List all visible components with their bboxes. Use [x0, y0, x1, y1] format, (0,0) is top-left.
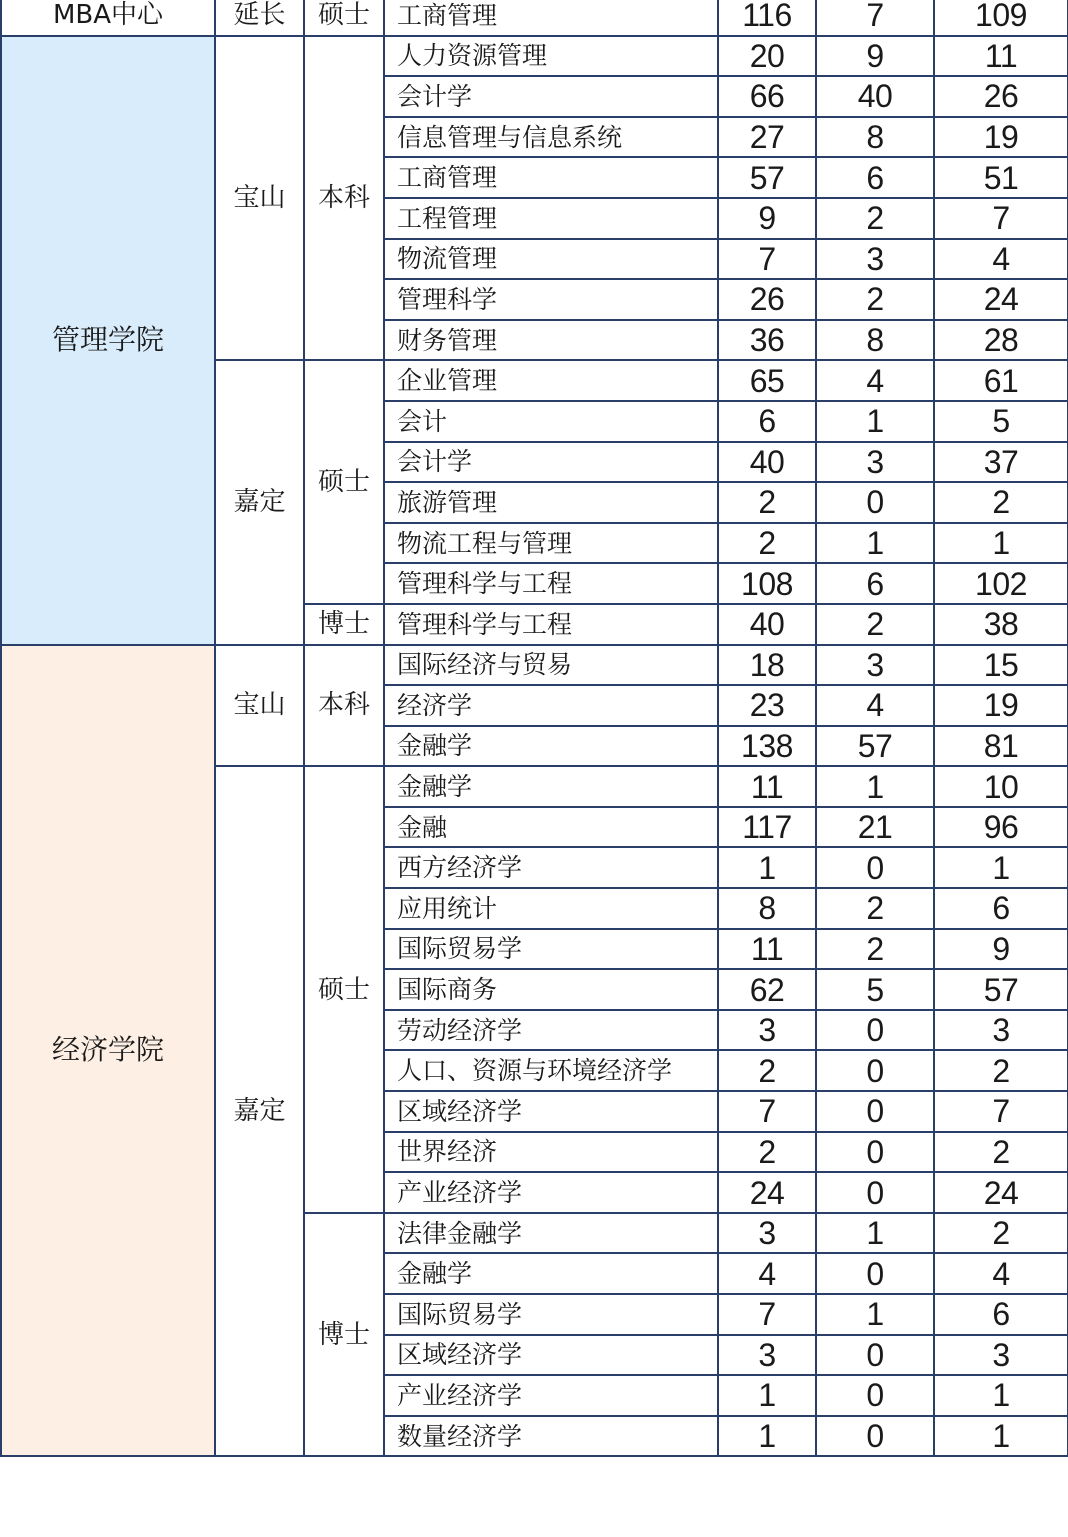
count-third-cell: 10 [934, 766, 1068, 807]
major-cell: 区域经济学 [384, 1335, 718, 1376]
major-cell: 工程管理 [384, 198, 718, 239]
count-total-cell: 20 [718, 36, 816, 77]
count-third-cell: 26 [934, 76, 1068, 117]
count-third-cell: 1 [934, 1375, 1068, 1416]
count-third-cell: 3 [934, 1335, 1068, 1376]
count-third-cell: 4 [934, 1253, 1068, 1294]
count-total-cell: 2 [718, 1050, 816, 1091]
count-total-cell: 6 [718, 401, 816, 442]
count-third-cell: 102 [934, 563, 1068, 604]
count-total-cell: 3 [718, 1335, 816, 1376]
count-total-cell: 116 [718, 0, 816, 36]
count-second-cell: 0 [816, 1010, 934, 1051]
count-third-cell: 1 [934, 847, 1068, 888]
count-total-cell: 57 [718, 157, 816, 198]
count-total-cell: 1 [718, 1416, 816, 1457]
count-total-cell: 7 [718, 1091, 816, 1132]
count-second-cell: 4 [816, 685, 934, 726]
count-second-cell: 1 [816, 1213, 934, 1254]
count-second-cell: 3 [816, 239, 934, 280]
college-cell-economics: 经济学院 [1, 645, 215, 1457]
count-third-cell: 2 [934, 1050, 1068, 1091]
degree-cell: 硕士 [304, 0, 384, 36]
major-cell: 金融学 [384, 1253, 718, 1294]
major-cell: 国际经济与贸易 [384, 645, 718, 686]
count-second-cell: 2 [816, 888, 934, 929]
count-second-cell: 2 [816, 279, 934, 320]
major-cell: 金融 [384, 807, 718, 848]
major-cell: 人力资源管理 [384, 36, 718, 77]
count-second-cell: 0 [816, 1416, 934, 1457]
major-cell: 数量经济学 [384, 1416, 718, 1457]
table-row [1, 645, 1068, 686]
count-total-cell: 108 [718, 563, 816, 604]
count-total-cell: 1 [718, 847, 816, 888]
campus-cell: 嘉定 [215, 766, 304, 1456]
count-total-cell: 3 [718, 1213, 816, 1254]
count-total-cell: 2 [718, 482, 816, 523]
count-third-cell: 24 [934, 1172, 1068, 1213]
count-third-cell: 15 [934, 645, 1068, 686]
count-third-cell: 51 [934, 157, 1068, 198]
major-cell: 会计学 [384, 76, 718, 117]
count-second-cell: 1 [816, 766, 934, 807]
degree-cell: 硕士 [304, 766, 384, 1213]
count-second-cell: 21 [816, 807, 934, 848]
college-cell-mba: MBA中心 [1, 0, 215, 36]
count-second-cell: 8 [816, 320, 934, 361]
major-cell: 旅游管理 [384, 482, 718, 523]
major-cell: 应用统计 [384, 888, 718, 929]
count-total-cell: 40 [718, 604, 816, 645]
major-cell: 人口、资源与环境经济学 [384, 1050, 718, 1091]
count-second-cell: 7 [816, 0, 934, 36]
degree-cell: 硕士 [304, 360, 384, 604]
count-third-cell: 1 [934, 1416, 1068, 1457]
major-cell: 西方经济学 [384, 847, 718, 888]
count-third-cell: 5 [934, 401, 1068, 442]
count-second-cell: 0 [816, 847, 934, 888]
major-cell: 经济学 [384, 685, 718, 726]
count-total-cell: 9 [718, 198, 816, 239]
campus-cell: 延长 [215, 0, 304, 36]
degree-cell: 博士 [304, 1213, 384, 1457]
count-third-cell: 2 [934, 482, 1068, 523]
count-total-cell: 36 [718, 320, 816, 361]
major-cell: 会计学 [384, 442, 718, 483]
count-second-cell: 1 [816, 1294, 934, 1335]
major-cell: 财务管理 [384, 320, 718, 361]
count-second-cell: 0 [816, 1132, 934, 1173]
count-second-cell: 5 [816, 969, 934, 1010]
count-second-cell: 2 [816, 929, 934, 970]
campus-cell: 宝山 [215, 645, 304, 767]
major-cell: 信息管理与信息系统 [384, 117, 718, 158]
count-second-cell: 6 [816, 563, 934, 604]
count-second-cell: 40 [816, 76, 934, 117]
major-cell: 金融学 [384, 726, 718, 767]
count-second-cell: 1 [816, 401, 934, 442]
major-cell: 世界经济 [384, 1132, 718, 1173]
count-total-cell: 40 [718, 442, 816, 483]
count-third-cell: 19 [934, 117, 1068, 158]
degree-cell: 本科 [304, 36, 384, 361]
count-total-cell: 66 [718, 76, 816, 117]
count-total-cell: 23 [718, 685, 816, 726]
major-cell: 管理科学与工程 [384, 563, 718, 604]
college-cell-management: 管理学院 [1, 36, 215, 645]
count-second-cell: 6 [816, 157, 934, 198]
count-total-cell: 3 [718, 1010, 816, 1051]
count-total-cell: 2 [718, 1132, 816, 1173]
major-cell: 物流工程与管理 [384, 523, 718, 564]
count-third-cell: 9 [934, 929, 1068, 970]
count-total-cell: 2 [718, 523, 816, 564]
major-cell: 企业管理 [384, 360, 718, 401]
count-third-cell: 24 [934, 279, 1068, 320]
major-cell: 国际商务 [384, 969, 718, 1010]
count-second-cell: 57 [816, 726, 934, 767]
major-cell: 国际贸易学 [384, 929, 718, 970]
count-total-cell: 8 [718, 888, 816, 929]
count-third-cell: 7 [934, 1091, 1068, 1132]
count-second-cell: 8 [816, 117, 934, 158]
count-total-cell: 7 [718, 1294, 816, 1335]
major-cell: 管理科学与工程 [384, 604, 718, 645]
count-third-cell: 4 [934, 239, 1068, 280]
count-second-cell: 4 [816, 360, 934, 401]
count-second-cell: 0 [816, 1375, 934, 1416]
count-total-cell: 11 [718, 766, 816, 807]
count-third-cell: 2 [934, 1132, 1068, 1173]
count-third-cell: 11 [934, 36, 1068, 77]
count-third-cell: 6 [934, 1294, 1068, 1335]
count-second-cell: 0 [816, 1335, 934, 1376]
major-cell: 会计 [384, 401, 718, 442]
count-total-cell: 1 [718, 1375, 816, 1416]
count-third-cell: 19 [934, 685, 1068, 726]
count-total-cell: 11 [718, 929, 816, 970]
count-third-cell: 28 [934, 320, 1068, 361]
count-second-cell: 9 [816, 36, 934, 77]
count-second-cell: 0 [816, 482, 934, 523]
count-second-cell: 3 [816, 442, 934, 483]
count-third-cell: 7 [934, 198, 1068, 239]
major-cell: 工商管理 [384, 0, 718, 36]
count-total-cell: 65 [718, 360, 816, 401]
count-third-cell: 61 [934, 360, 1068, 401]
count-third-cell: 38 [934, 604, 1068, 645]
major-cell: 工商管理 [384, 157, 718, 198]
count-total-cell: 117 [718, 807, 816, 848]
major-cell: 物流管理 [384, 239, 718, 280]
count-third-cell: 3 [934, 1010, 1068, 1051]
major-cell: 金融学 [384, 766, 718, 807]
count-second-cell: 3 [816, 645, 934, 686]
count-second-cell: 0 [816, 1050, 934, 1091]
count-total-cell: 138 [718, 726, 816, 767]
major-cell: 劳动经济学 [384, 1010, 718, 1051]
major-cell: 管理科学 [384, 279, 718, 320]
table-row [1, 0, 1068, 36]
count-third-cell: 96 [934, 807, 1068, 848]
major-cell: 法律金融学 [384, 1213, 718, 1254]
count-second-cell: 2 [816, 198, 934, 239]
count-second-cell: 0 [816, 1253, 934, 1294]
count-total-cell: 7 [718, 239, 816, 280]
count-total-cell: 62 [718, 969, 816, 1010]
table-row [1, 36, 1068, 77]
major-cell: 产业经济学 [384, 1172, 718, 1213]
degree-cell: 本科 [304, 645, 384, 767]
count-total-cell: 18 [718, 645, 816, 686]
count-second-cell: 2 [816, 604, 934, 645]
count-total-cell: 4 [718, 1253, 816, 1294]
major-cell: 产业经济学 [384, 1375, 718, 1416]
count-total-cell: 26 [718, 279, 816, 320]
count-second-cell: 0 [816, 1172, 934, 1213]
count-total-cell: 24 [718, 1172, 816, 1213]
major-cell: 区域经济学 [384, 1091, 718, 1132]
count-third-cell: 81 [934, 726, 1068, 767]
count-total-cell: 27 [718, 117, 816, 158]
campus-cell: 嘉定 [215, 360, 304, 644]
major-cell: 国际贸易学 [384, 1294, 718, 1335]
count-second-cell: 1 [816, 523, 934, 564]
degree-cell: 博士 [304, 604, 384, 645]
count-second-cell: 0 [816, 1091, 934, 1132]
count-third-cell: 109 [934, 0, 1068, 36]
count-third-cell: 6 [934, 888, 1068, 929]
count-third-cell: 1 [934, 523, 1068, 564]
count-third-cell: 57 [934, 969, 1068, 1010]
campus-cell: 宝山 [215, 36, 304, 361]
count-third-cell: 37 [934, 442, 1068, 483]
count-third-cell: 2 [934, 1213, 1068, 1254]
